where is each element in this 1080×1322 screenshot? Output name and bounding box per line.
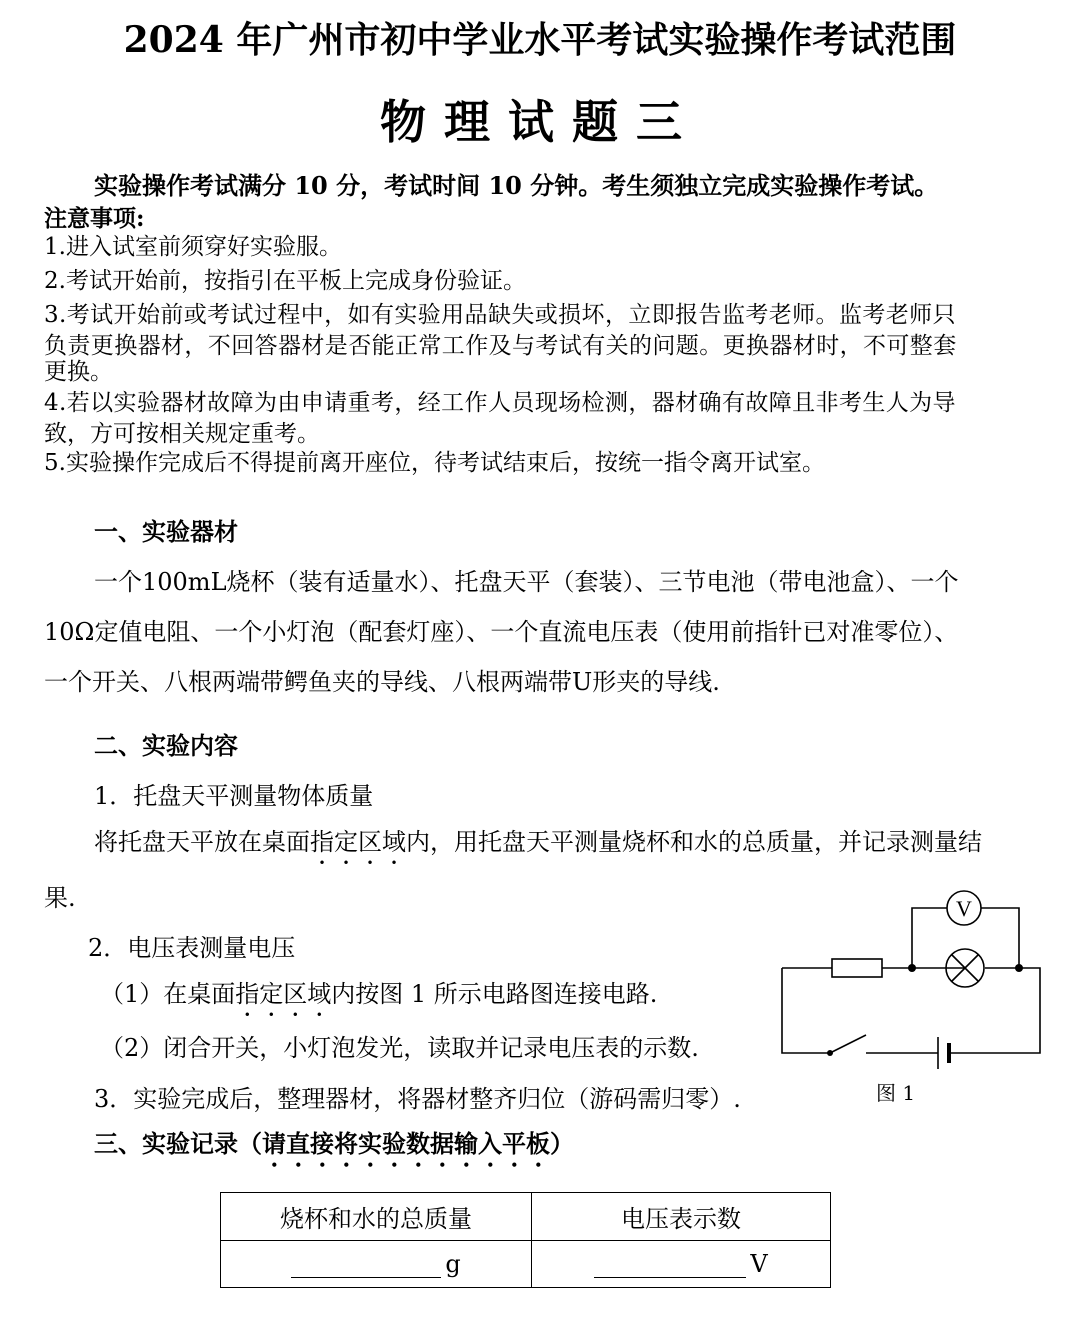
content-step-1 [100,974,657,1022]
voltage-unit: V [750,1249,768,1278]
wire-left [782,968,828,1053]
content-item-2-title: 2．电压表测量电压 [88,934,296,962]
voltage-cell [532,1240,831,1288]
voltmeter-label: V [956,896,972,921]
equipment-line-2: 10Ω定值电阻、一个小灯泡（配套灯座）、一个直流电压表（使用前指针已对准零位）、 [44,618,959,646]
note-item-4-line-1: 4.若以实验器材故障为由申请重考，经工作人员现场检测，器材确有故障且非考生人为导 [44,390,956,416]
content-item-3: 3．实验完成后，整理器材，将器材整齐归位（游码需归零）. [94,1085,741,1113]
circuit-diagram [770,880,1060,1075]
note-item-1: 1.进入试室前须穿好实验服。 [44,234,342,260]
switch-blade [832,1035,866,1052]
section-3-heading-post: ） [550,1129,574,1158]
content-step-2: （2）闭合开关，小灯泡发光，读取并记录电压表的示数. [100,1034,699,1062]
resistor-symbol [832,959,882,977]
table-header-row [221,1193,831,1241]
table-row [221,1240,831,1288]
note-item-3-line-2: 负责更换器材，不回答器材是否能正常工作及与考试有关的问题。更换器材时，不可整套 [44,333,957,359]
section-3-heading [94,1124,574,1172]
content-item-1-title: 1．托盘天平测量物体质量 [94,782,374,810]
mass-cell [221,1240,532,1288]
content-item-1-post: 内，用托盘天平测量烧杯和水的总质量，并记录测量结 [406,828,982,856]
section-1-heading: 一、实验器材 [94,517,238,546]
note-item-3-line-1: 3.考试开始前或考试过程中，如有实验用品缺失或损坏，立即报告监考老师。监考老师只 [44,302,956,328]
wire-main-loop [782,968,1040,1053]
mass-unit: g [445,1249,461,1278]
record-table [220,1192,831,1288]
content-step-1-pre: （1）在桌面 [100,980,236,1008]
note-item-5: 5.实验操作完成后不得提前离开座位，待考试结束后，按统一指令离开试室。 [44,450,825,476]
content-item-1-text [94,822,982,870]
intro-text: 实验操作考试满分 10 分，考试时间 10 分钟。考生须独立完成实验操作考试。 [94,171,939,200]
figure-caption: 图 1 [876,1081,916,1105]
section-3-heading-emphasis: 请直接将实验数据输入平板 [262,1129,550,1158]
mass-blank[interactable] [291,1253,441,1278]
note-item-3-line-3: 更换。 [44,359,113,385]
content-item-1-pre: 将托盘天平放在桌面 [94,828,310,856]
section-3-heading-pre: 三、实验记录（ [94,1129,262,1158]
document-title: 2024 年广州市初中学业水平考试实验操作考试范围 [123,19,957,61]
content-step-1-post: 内按图 1 所示电路图连接电路. [331,980,658,1008]
header-mass: 烧杯和水的总质量 [221,1193,532,1241]
content-item-1-emphasis: 指定区域 [310,828,406,856]
notes-heading: 注意事项: [44,205,145,232]
document-subtitle: 物理试题三 [380,95,700,149]
voltage-blank[interactable] [594,1253,746,1278]
header-voltage: 电压表示数 [532,1193,831,1241]
equipment-line-1: 一个100mL烧杯（装有适量水）、托盘天平（套装）、三节电池（带电池盒）、一个 [94,568,959,596]
content-item-1-line-2: 果. [44,884,76,912]
junction-right [1015,964,1023,972]
junction-left [908,964,916,972]
equipment-line-3: 一个开关、八根两端带鳄鱼夹的导线、八根两端带U形夹的导线. [44,668,720,696]
section-2-heading: 二、实验内容 [94,731,238,760]
note-item-4-line-2: 致，方可按相关规定重考。 [44,421,320,447]
content-step-1-emphasis: 指定区域 [235,980,332,1008]
switch-pivot [827,1050,833,1056]
note-item-2: 2.考试开始前，按指引在平板上完成身份验证。 [44,268,526,294]
